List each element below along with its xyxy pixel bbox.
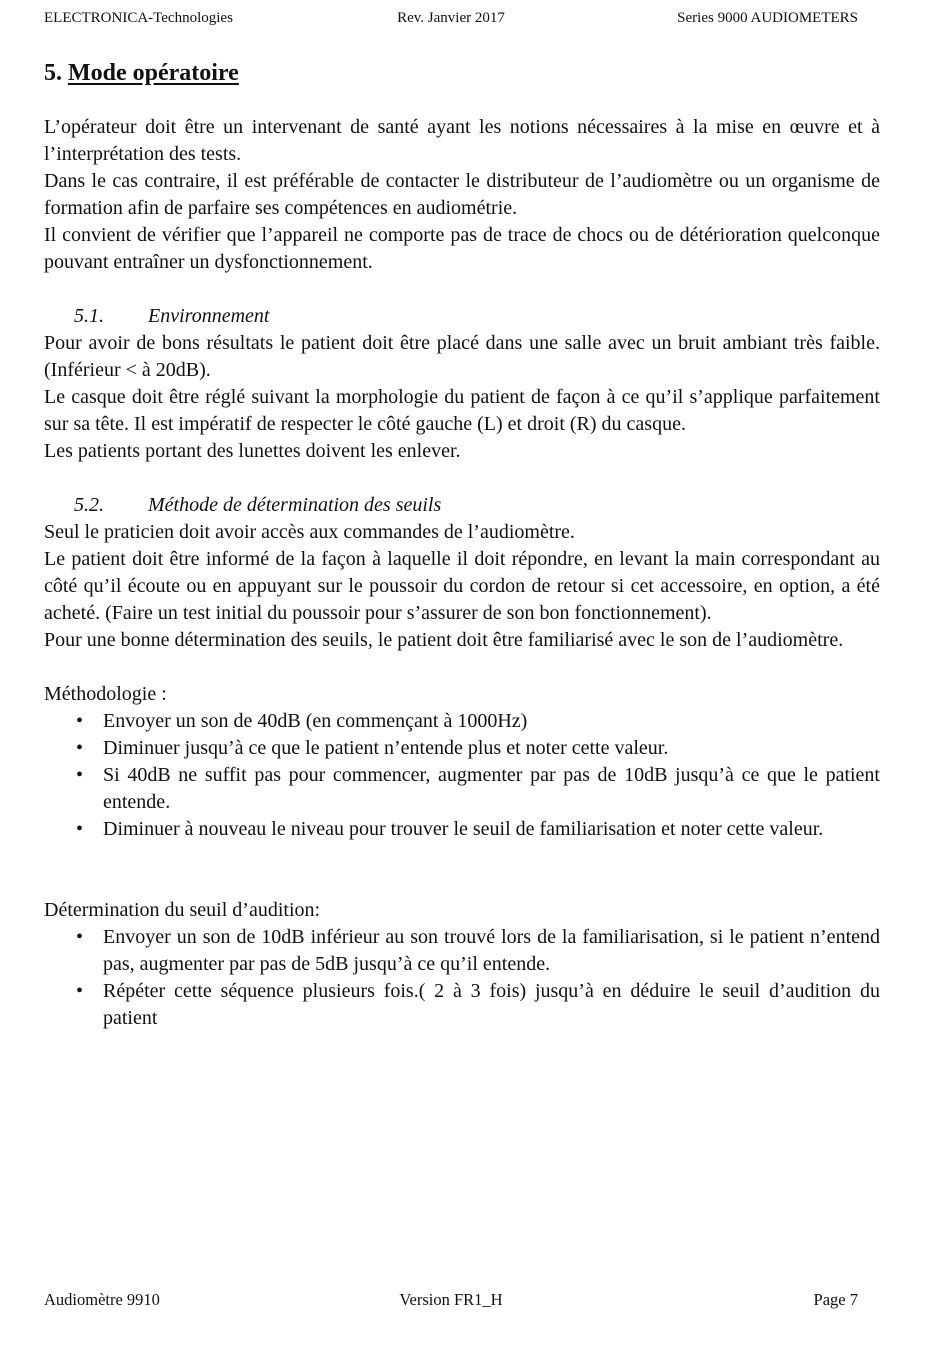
subsection-title: Environnement <box>148 305 270 327</box>
methodology-list <box>44 708 880 843</box>
list-item: • Répéter cette séquence plusieurs fois.( 2 à 3 fois) jusqu’à en déduire le seuil d’audition du patient <box>76 980 880 1029</box>
section-heading <box>44 57 880 89</box>
bullet-icon: • <box>76 764 84 786</box>
list-item: • Si 40dB ne suffit pas pour commencer, augmenter par pas de 10dB jusqu’à ce que le patient entende. <box>76 764 880 813</box>
section-title: Mode opératoire <box>68 60 239 86</box>
paragraph: Le patient doit être informé de la façon à laquelle il doit répondre, en levant la main correspondant au côté qu’il écoute ou en appuyant sur le poussoir du cordon de retour si cet accessoire, en option, a été acheté. (Faire un test initial du poussoir pour s’assurer de son bon fonctionnement). <box>44 548 880 624</box>
page-body <box>44 57 880 1032</box>
list-item: • Diminuer jusqu’à ce que le patient n’entende plus et noter cette valeur. <box>44 735 880 762</box>
bullet-icon: • <box>76 818 84 840</box>
bullet-icon: • <box>76 710 84 732</box>
subsection-title: Méthode de détermination des seuils <box>148 494 442 516</box>
paragraph: Les patients portant des lunettes doivent les enlever. <box>44 440 461 462</box>
paragraph: Le casque doit être réglé suivant la morphologie du patient de façon à ce qu’il s’applique parfaitement sur sa tête. Il est impératif de respecter le côté gauche (L) et droit (R) du casque. <box>44 386 880 435</box>
page-footer <box>44 1289 858 1311</box>
bullet-icon: • <box>76 926 84 948</box>
header-left: ELECTRONICA-Technologies <box>44 10 233 26</box>
page-header <box>44 8 858 28</box>
page-number: Page 7 <box>813 1290 858 1309</box>
header-center: Rev. Janvier 2017 <box>397 10 505 26</box>
paragraph: Pour avoir de bons résultats le patient doit être placé dans une salle avec un bruit ambiant très faible. (Inférieur < à 20dB). <box>44 332 880 381</box>
paragraph: Il convient de vérifier que l’appareil ne comporte pas de trace de chocs ou de détérioration quelconque pouvant entraîner un dysfonctionnement. <box>44 224 880 273</box>
subsection-heading <box>44 492 880 519</box>
threshold-label: Détermination du seuil d’audition: <box>44 899 321 921</box>
paragraph: L’opérateur doit être un intervenant de santé ayant les notions nécessaires à la mise en œuvre et à l’interprétation des tests. <box>44 116 880 165</box>
threshold-list <box>44 924 880 1032</box>
paragraph: Dans le cas contraire, il est préférable de contacter le distributeur de l’audiomètre ou un organisme de formation afin de parfaire ses compétences en audiométrie. <box>44 170 880 219</box>
section-number: 5. <box>44 60 62 86</box>
paragraph: Seul le praticien doit avoir accès aux commandes de l’audiomètre. <box>44 521 575 543</box>
list-item: • Diminuer à nouveau le niveau pour trouver le seuil de familiarisation et noter cette valeur. <box>44 816 880 843</box>
header-right: Series 9000 AUDIOMETERS <box>677 10 858 26</box>
subsection-number: 5.1. <box>74 305 104 327</box>
footer-center: Version FR1_H <box>399 1290 503 1309</box>
paragraph: Pour une bonne détermination des seuils, le patient doit être familiarisé avec le son de l’audiomètre. <box>44 629 844 651</box>
subsection-heading <box>44 303 880 330</box>
subsection-number: 5.2. <box>74 494 104 516</box>
list-item: • Envoyer un son de 40dB (en commençant à 1000Hz) <box>44 708 880 735</box>
bullet-icon: • <box>76 737 84 759</box>
list-item: • Envoyer un son de 10dB inférieur au son trouvé lors de la familiarisation, si le patient n’entend pas, augmenter par pas de 5dB jusqu’à ce qu’il entende. <box>76 926 880 975</box>
footer-left: Audiomètre 9910 <box>44 1290 160 1309</box>
bullet-icon: • <box>76 980 84 1002</box>
methodology-label: Méthodologie : <box>44 683 167 705</box>
